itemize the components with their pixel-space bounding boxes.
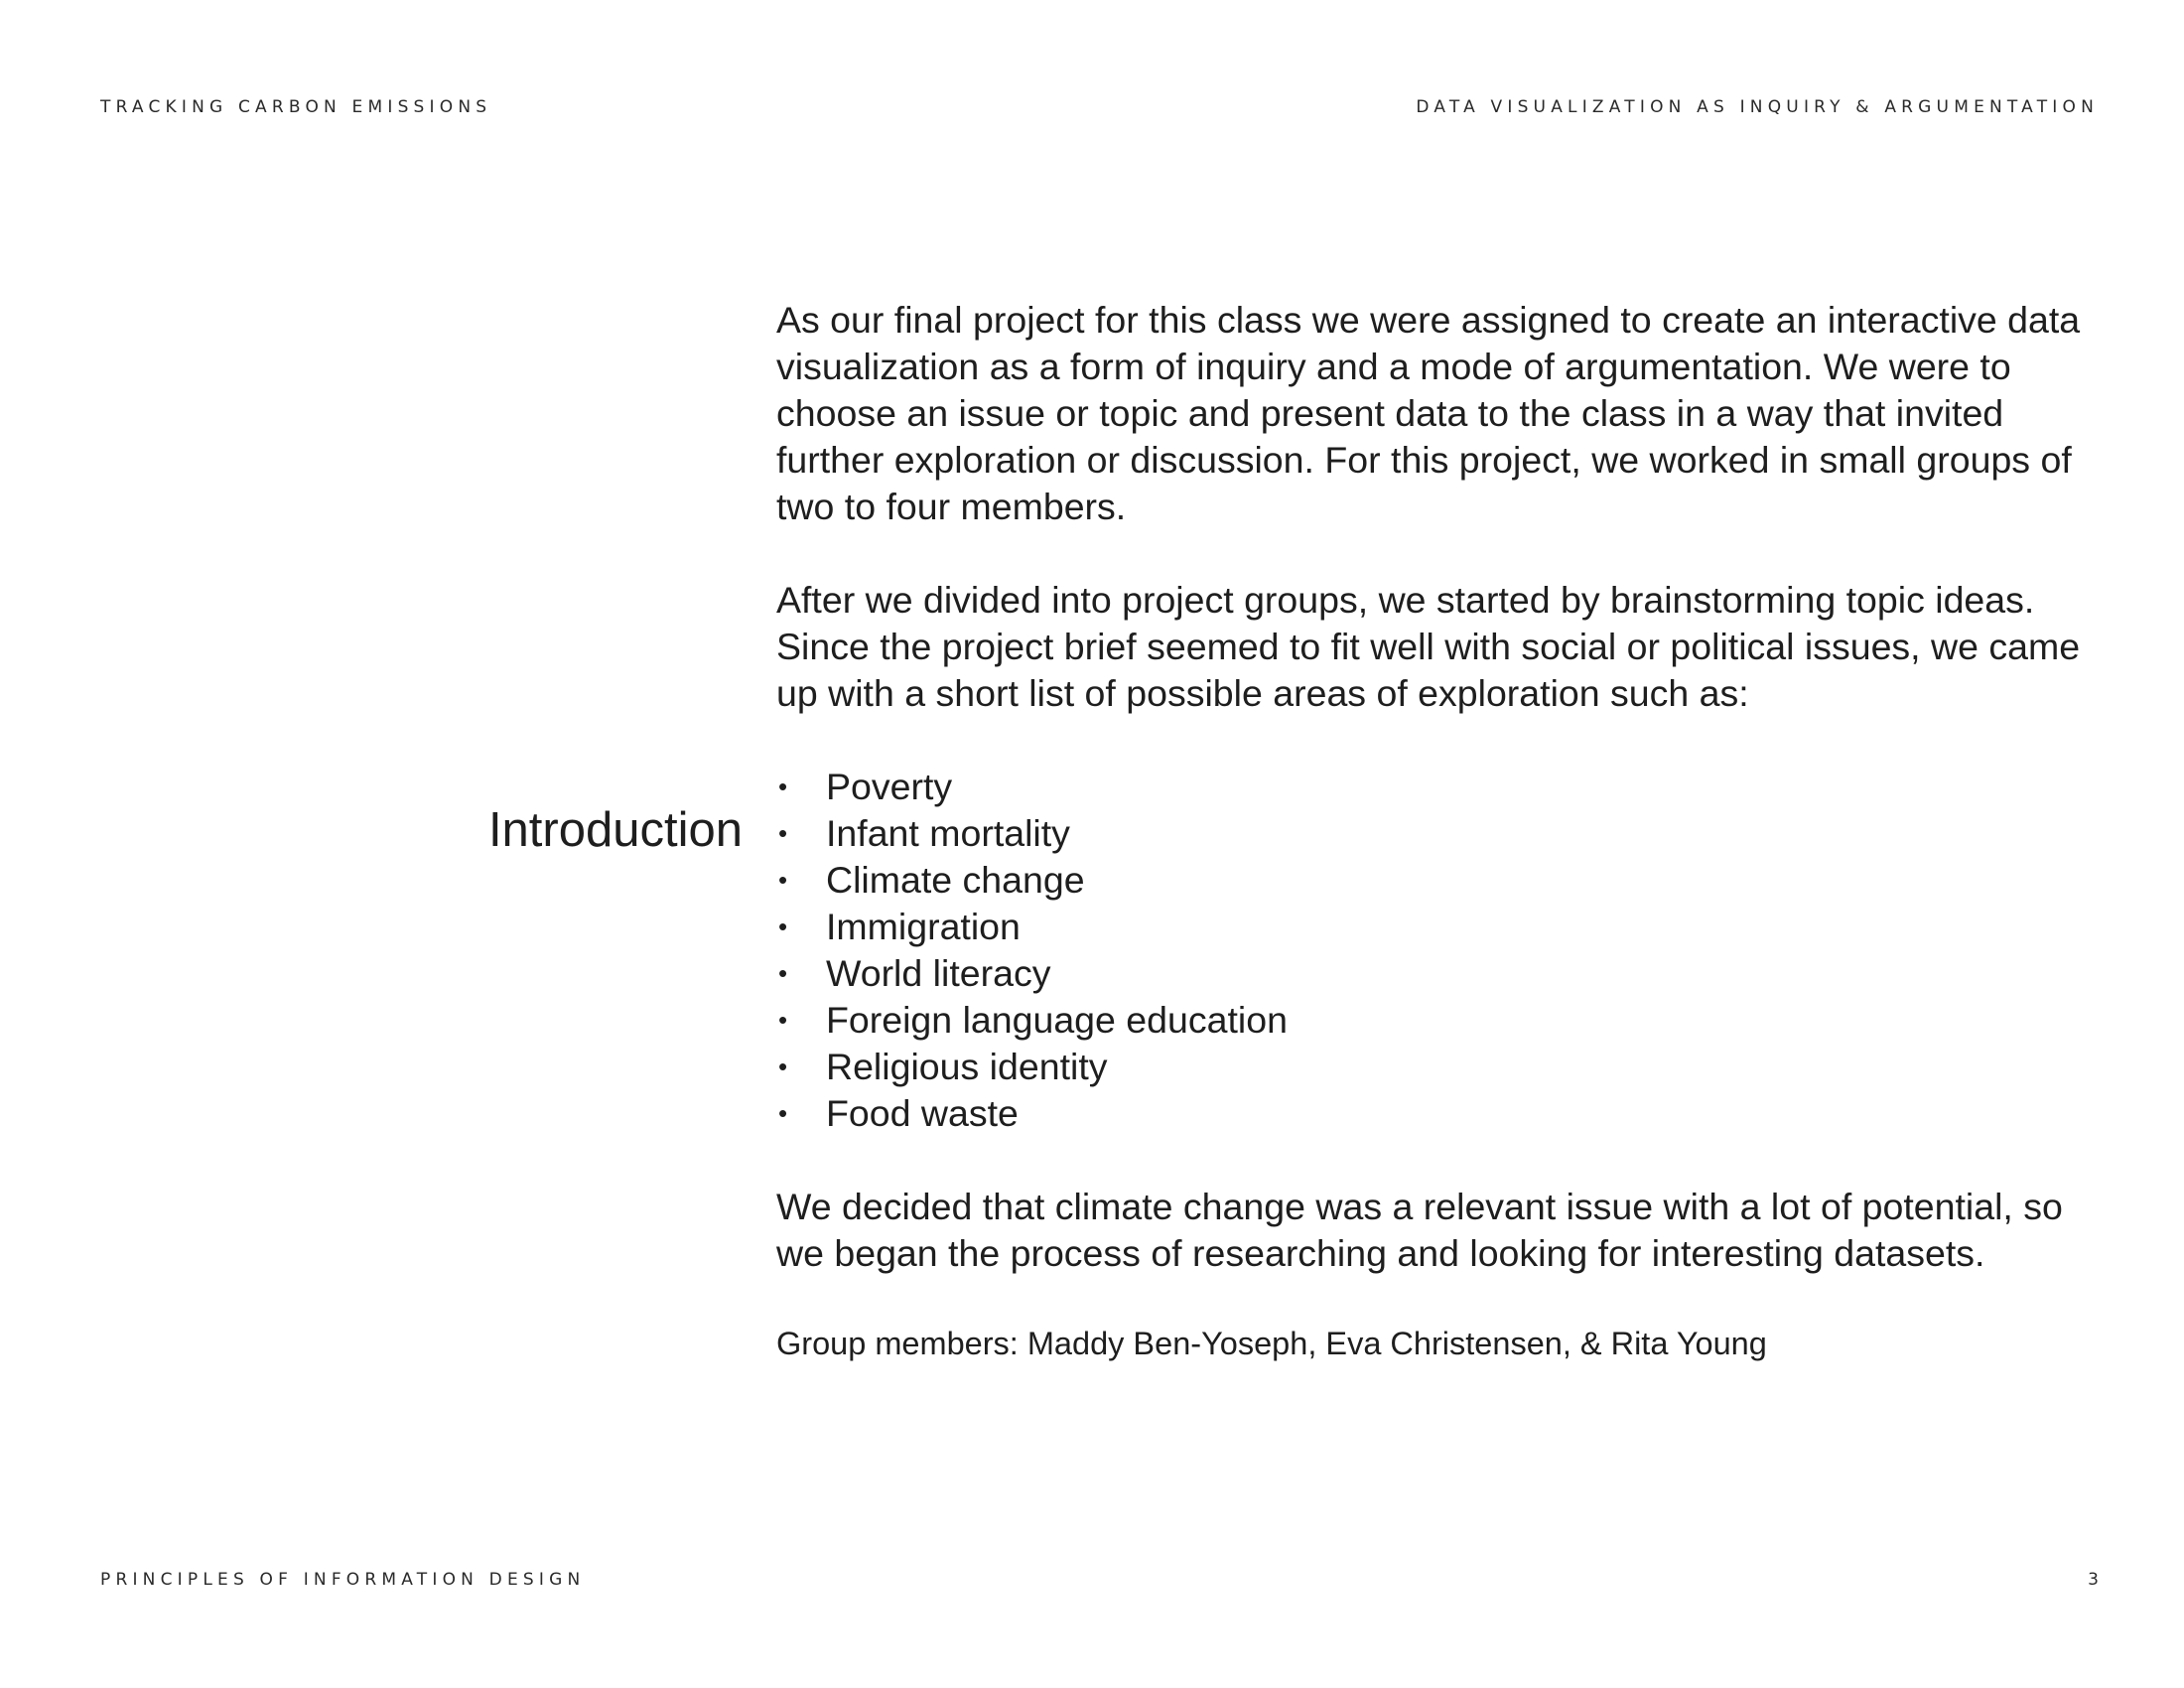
list-item — [776, 857, 2107, 904]
list-item — [776, 1090, 2107, 1137]
intro-paragraph-3: We decided that climate change was a relevant issue with a lot of potential, so we began the process of researching and looking for interesting datasets. — [776, 1186, 2063, 1274]
intro-paragraph-2: After we divided into project groups, we started by brainstorming topic ideas. Since the project brief seemed to fit well with social or political issues, we came up with a short list of possible areas of exploration such as: — [776, 579, 2081, 714]
topic-label: Climate change — [826, 859, 1085, 901]
bullet-icon: • — [778, 1098, 788, 1128]
running-header-left: TRACKING CARBON EMISSIONS — [100, 97, 492, 117]
page-number: 3 — [2088, 1570, 2099, 1590]
list-item — [776, 997, 2107, 1044]
bullet-icon: • — [778, 1005, 788, 1035]
bullet-icon: • — [778, 818, 788, 848]
topic-label: Infant mortality — [826, 812, 1070, 854]
topic-label: Poverty — [826, 766, 953, 807]
list-item — [776, 904, 2107, 950]
main-content — [776, 297, 2107, 1363]
topic-label: Religious identity — [826, 1046, 1108, 1087]
bullet-icon: • — [778, 1052, 788, 1081]
list-item — [776, 1044, 2107, 1090]
topic-label: World literacy — [826, 952, 1051, 994]
running-header-right: DATA VISUALIZATION AS INQUIRY & ARGUMENTATION — [1416, 97, 2099, 117]
topic-list — [776, 764, 2107, 1137]
bullet-icon: • — [778, 912, 788, 941]
list-item — [776, 810, 2107, 857]
group-members: Group members: Maddy Ben-Yoseph, Eva Christensen, & Rita Young — [776, 1326, 1767, 1361]
running-footer-left: PRINCIPLES OF INFORMATION DESIGN — [100, 1570, 586, 1590]
bullet-icon: • — [778, 772, 788, 801]
intro-paragraph-1: As our final project for this class we were assigned to create an interactive data visualization as a form of inquiry and a mode of argumentation. We were to choose an issue or topic and present data to the class in a way that invited further exploration or discussion. For this project, we worked in small groups of two to four members. — [776, 299, 2081, 527]
topic-label: Food waste — [826, 1092, 1019, 1134]
bullet-icon: • — [778, 958, 788, 988]
topic-label: Immigration — [826, 906, 1021, 947]
bullet-icon: • — [778, 865, 788, 895]
section-heading: Introduction — [487, 803, 743, 857]
topic-label: Foreign language education — [826, 999, 1288, 1041]
list-item — [776, 764, 2107, 810]
list-item — [776, 950, 2107, 997]
